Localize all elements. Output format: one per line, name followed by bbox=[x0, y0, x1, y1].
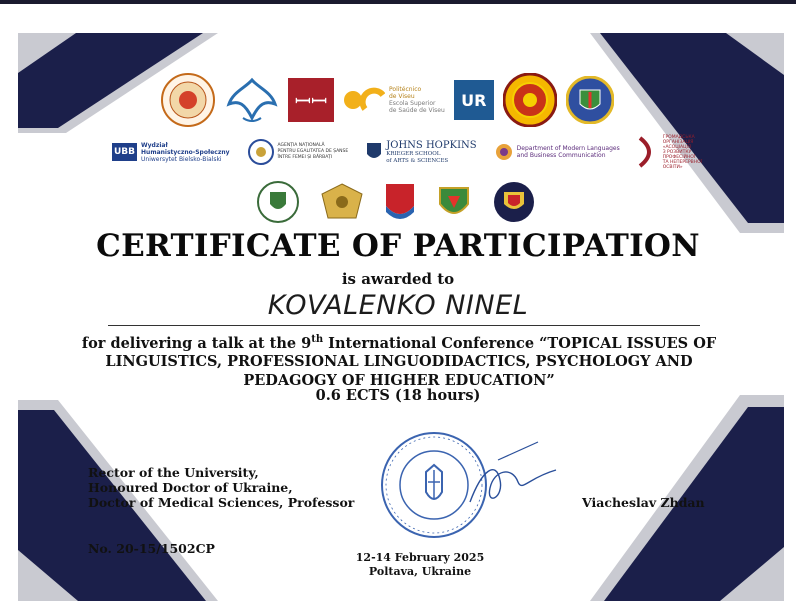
certificate-number: No. 20-15/1502CP bbox=[88, 541, 215, 556]
gold-coat-of-arms-logo bbox=[320, 182, 364, 222]
signer-name: Viacheslav Zhdan bbox=[582, 495, 705, 510]
purple-shield-round-logo bbox=[492, 180, 536, 224]
ubb-line2: Humanistyczno-Społeczny bbox=[141, 148, 230, 156]
jh-name: JOHNS HOPKINS bbox=[386, 139, 477, 151]
event-place: Poltava, Ukraine bbox=[368, 565, 472, 578]
ubb-line3: Uniwersytet Bielsko-Bialski bbox=[141, 155, 222, 163]
official-stamp-with-signature bbox=[378, 430, 558, 540]
description-ordinal: th bbox=[311, 334, 324, 345]
awarded-to-label: is awarded to bbox=[341, 270, 455, 288]
assoc-line1: ГРОМАДСЬКА bbox=[662, 134, 695, 140]
romania-line3: ÎNTRE FEMEI ȘI BĂRBAȚI bbox=[277, 155, 333, 160]
ubb-line1: Wydział bbox=[141, 141, 168, 149]
rector-line-3: Doctor of Medical Sciences, Professor bbox=[88, 495, 355, 510]
viseu-line1: Politécnico bbox=[389, 86, 422, 93]
partner-logos-row-1 bbox=[160, 72, 614, 128]
ubb-faculty-logo bbox=[112, 142, 230, 163]
partner-logos-row-2 bbox=[112, 134, 702, 170]
green-shield-emblem-logo bbox=[436, 182, 472, 222]
romania-line2: PENTRU EGALITATEA DE ȘANSE bbox=[277, 149, 349, 154]
svg-text:ꟷꟷ: ꟷꟷ bbox=[294, 89, 328, 113]
romania-equal-opportunity-agency-logo bbox=[248, 139, 349, 165]
jh-line1: KRIEGER SCHOOL bbox=[386, 150, 441, 157]
ubb-mark: UBB bbox=[112, 143, 137, 161]
phoenix-bird-logo bbox=[225, 74, 279, 126]
emblem-shield-round-logo bbox=[566, 76, 614, 124]
recipient-name-underline bbox=[108, 325, 700, 326]
red-calligraphy-logo bbox=[288, 78, 334, 122]
politecnico-viseu-logo bbox=[343, 85, 445, 115]
johns-hopkins-krieger-logo bbox=[366, 140, 476, 165]
assoc-line7: ОСВІТИ» bbox=[662, 164, 683, 170]
viseu-line2: de Viseu bbox=[389, 93, 415, 100]
event-date: 12-14 February 2025 bbox=[355, 551, 485, 564]
modern-languages-department-logo bbox=[495, 143, 620, 161]
description-prefix: for delivering a talk at the 9 bbox=[81, 334, 312, 352]
corner-decoration-top-right bbox=[590, 33, 784, 233]
certificate-title: CERTIFICATE OF PARTICIPATION bbox=[96, 228, 700, 264]
rector-title-block bbox=[88, 465, 354, 510]
rector-line-2: Honoured Doctor of Ukraine, bbox=[88, 480, 293, 495]
dml-line1: Department of Modern Languages bbox=[516, 145, 620, 152]
description-rest: International Conference “TOPICAL ISSUES OF LINGUISTICS, PROFESSIONAL LINGUODIDACTICS, PSYCHOLOGY AND PEDAGOGY OF HIGHER EDUCATION” bbox=[105, 334, 717, 389]
participation-description bbox=[78, 331, 720, 390]
ects-credits: 0.6 ECTS (18 hours) bbox=[315, 387, 481, 404]
jh-line2: of ARTS & SCIENCES bbox=[386, 157, 449, 164]
assoc-line3: «АСОЦІАЦІЯ bbox=[662, 144, 692, 150]
red-shield-emblem-logo bbox=[384, 182, 416, 222]
viseu-line3: Escola Superior bbox=[389, 100, 436, 107]
top-border-line bbox=[0, 0, 796, 4]
assoc-line6: ТА НЕПЕРЕРВНОЇ bbox=[662, 159, 703, 165]
dml-line2: and Business Communication bbox=[516, 152, 606, 159]
green-crest-seal-logo bbox=[256, 180, 300, 224]
romania-line1: AGENȚIA NAȚIONALĂ bbox=[277, 143, 325, 148]
assoc-line2: ОРГАНІЗАЦІЯ bbox=[662, 139, 694, 145]
mandala-university-seal-logo bbox=[503, 73, 557, 127]
professional-education-association-logo bbox=[638, 134, 702, 170]
ukrainian-medical-academy-seal-logo bbox=[160, 72, 216, 128]
viseu-line4: de Saúde de Viseu bbox=[389, 107, 445, 114]
ur-square-logo bbox=[454, 80, 494, 120]
assoc-line4: З РОЗВИТКУ bbox=[662, 149, 692, 155]
event-date-place bbox=[340, 551, 500, 579]
assoc-line5: ПРОФЕСІЙНОЇ bbox=[662, 154, 696, 160]
recipient-name: KOVALENKO NINEL bbox=[267, 290, 529, 321]
partner-logos-row-3 bbox=[256, 180, 536, 224]
ur-mark: UR bbox=[461, 90, 487, 110]
rector-line-1: Rector of the University, bbox=[88, 465, 259, 480]
